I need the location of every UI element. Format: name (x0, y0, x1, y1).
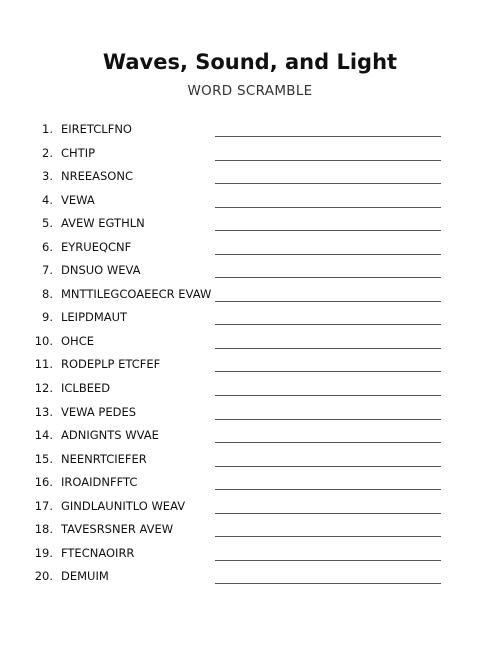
list-item (0, 424, 500, 448)
list-item (0, 165, 500, 189)
scrambled-word: CHTIP (61, 145, 96, 160)
item-number: 1. (42, 122, 53, 136)
answer-line[interactable] (215, 160, 441, 161)
scrambled-word: NREEASONC (61, 169, 133, 184)
page-subtitle: WORD SCRAMBLE (187, 83, 313, 99)
answer-line[interactable] (215, 419, 441, 420)
answer-line[interactable] (215, 183, 441, 184)
list-item (0, 518, 500, 542)
scrambled-word: VEWA PEDES (61, 404, 137, 419)
word-scramble-list (0, 118, 500, 589)
answer-line[interactable] (215, 277, 441, 278)
answer-line[interactable] (215, 348, 441, 349)
item-number: 8. (42, 286, 53, 301)
item-number: 14. (34, 428, 53, 443)
scrambled-word: TAVESRSNER AVEW (61, 522, 174, 537)
item-number: 13. (34, 404, 53, 419)
scrambled-word: RODEPLP ETCFEF (61, 357, 161, 372)
list-item (0, 259, 500, 283)
scrambled-word: OHCE (61, 333, 94, 348)
answer-line[interactable] (215, 207, 441, 208)
item-number: 7. (42, 263, 53, 278)
list-item (0, 542, 500, 566)
list-item (0, 353, 500, 377)
scrambled-word: FTECNAOIRR (61, 545, 135, 560)
item-number: 18. (34, 522, 53, 537)
scrambled-word: EIRETCLFNO (61, 122, 132, 136)
answer-line[interactable] (215, 371, 441, 372)
item-number: 2. (42, 145, 53, 160)
item-number: 12. (34, 381, 53, 396)
answer-line[interactable] (215, 254, 441, 255)
item-number: 3. (42, 169, 53, 184)
list-item (0, 448, 500, 472)
item-number: 10. (34, 333, 53, 348)
answer-line[interactable] (215, 560, 441, 561)
list-item (0, 142, 500, 166)
list-item (0, 283, 500, 307)
list-item (0, 471, 500, 495)
answer-line[interactable] (215, 442, 441, 443)
answer-line[interactable] (215, 136, 441, 137)
item-number: 17. (34, 498, 53, 513)
list-item (0, 306, 500, 330)
list-item (0, 189, 500, 213)
scrambled-word: GINDLAUNITLO WEAV (61, 498, 186, 513)
scrambled-word: DEMUIM (61, 569, 109, 584)
list-item (0, 212, 500, 236)
item-number: 4. (42, 192, 53, 207)
scrambled-word: VEWA (61, 192, 95, 207)
answer-line[interactable] (215, 230, 441, 231)
scrambled-word: LEIPDMAUT (61, 310, 128, 325)
page-title: Waves, Sound, and Light (102, 50, 398, 74)
answer-line[interactable] (215, 466, 441, 467)
scrambled-word: NEENRTCIEFER (61, 451, 147, 466)
scrambled-word: ADNIGNTS WVAE (61, 428, 159, 443)
item-number: 5. (42, 216, 53, 231)
answer-line[interactable] (215, 395, 441, 396)
scrambled-word: MNTTILEGCOAEECR EVAW (61, 286, 212, 301)
answer-line[interactable] (215, 301, 441, 302)
item-number: 11. (34, 357, 53, 372)
answer-line[interactable] (215, 536, 441, 537)
scrambled-word: AVEW EGTHLN (61, 216, 145, 231)
scrambled-word: EYRUEQCNF (61, 239, 132, 254)
scrambled-word: DNSUO WEVA (61, 263, 141, 278)
list-item (0, 118, 500, 142)
list-item (0, 495, 500, 519)
answer-line[interactable] (215, 489, 441, 490)
scrambled-word: IROAIDNFFTC (61, 475, 138, 490)
item-number: 15. (34, 451, 53, 466)
answer-line[interactable] (215, 324, 441, 325)
list-item (0, 377, 500, 401)
list-item (0, 401, 500, 425)
list-item (0, 236, 500, 260)
item-number: 19. (34, 545, 53, 560)
item-number: 6. (42, 239, 53, 254)
list-item (0, 565, 500, 589)
answer-line[interactable] (215, 513, 441, 514)
item-number: 16. (34, 475, 53, 490)
scrambled-word: ICLBEED (61, 381, 111, 396)
item-number: 9. (42, 310, 53, 325)
item-number: 20. (34, 569, 53, 584)
answer-line[interactable] (215, 583, 441, 584)
list-item (0, 330, 500, 354)
